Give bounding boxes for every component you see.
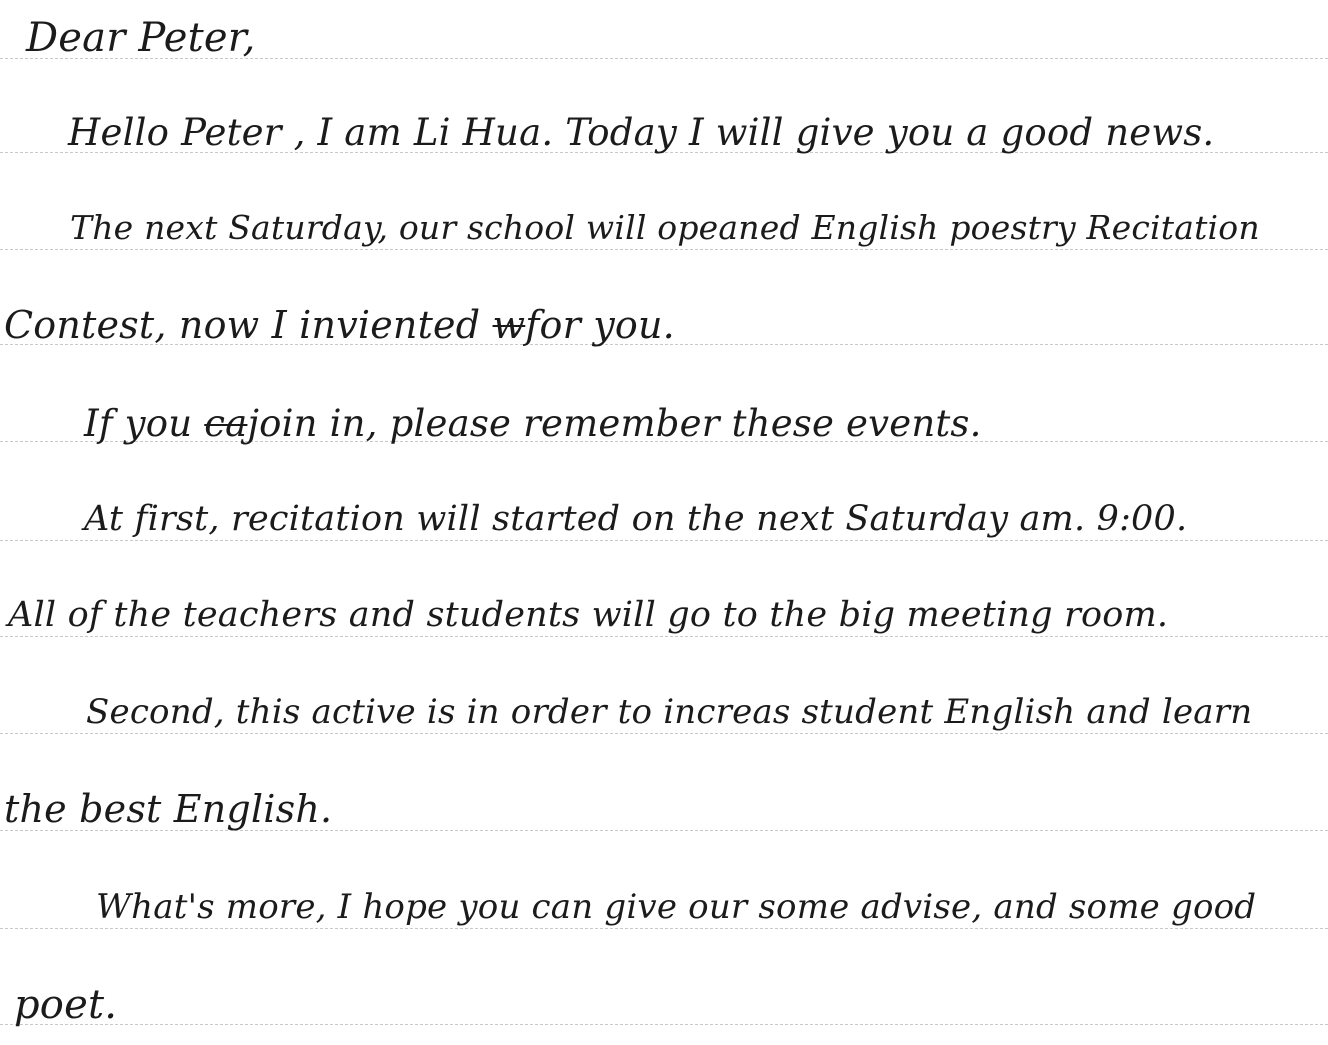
letter-text: Hello Peter , I am Li Hua. Today I will give you a good news.	[68, 111, 1215, 154]
rule-line	[0, 1024, 1328, 1025]
letter-greeting: Dear Peter,	[26, 15, 256, 61]
letter-line	[68, 111, 1215, 154]
letter-text: for you.	[525, 303, 675, 347]
letter-text: At first, recitation will started on the next Saturday am. 9:00.	[84, 499, 1188, 539]
letter-line	[84, 499, 1188, 539]
rule-line	[0, 249, 1328, 250]
letter-line	[14, 982, 118, 1028]
letter-text: All of the teachers and students will go to the big meeting room.	[8, 595, 1169, 635]
rule-line	[0, 540, 1328, 541]
struck-out-word: ca	[204, 402, 248, 445]
letter-text: If you	[84, 402, 205, 445]
rule-line	[0, 636, 1328, 637]
letter-line	[4, 303, 675, 347]
rule-line	[0, 928, 1328, 929]
rule-line	[0, 733, 1328, 734]
letter-line	[4, 787, 333, 831]
letter-text: What's more, I hope you can give our some advise, and some good	[96, 887, 1257, 927]
letter-text: poet.	[14, 982, 118, 1028]
letter-text: join in, please remember these events.	[247, 402, 982, 445]
letter-text: Second, this active is in order to increas student English and learn	[86, 692, 1253, 732]
letter-line	[84, 402, 982, 445]
letter-text: Contest, now I inviented	[4, 303, 493, 347]
struck-out-word: w	[492, 303, 526, 347]
letter-text: The next Saturday, our school will opeaned English poestry Recitation	[70, 208, 1260, 247]
letter-line	[70, 208, 1260, 247]
letter-line	[8, 595, 1169, 635]
letter-text: the best English.	[4, 787, 333, 831]
letter-line	[86, 692, 1253, 732]
letter-line	[96, 887, 1257, 927]
